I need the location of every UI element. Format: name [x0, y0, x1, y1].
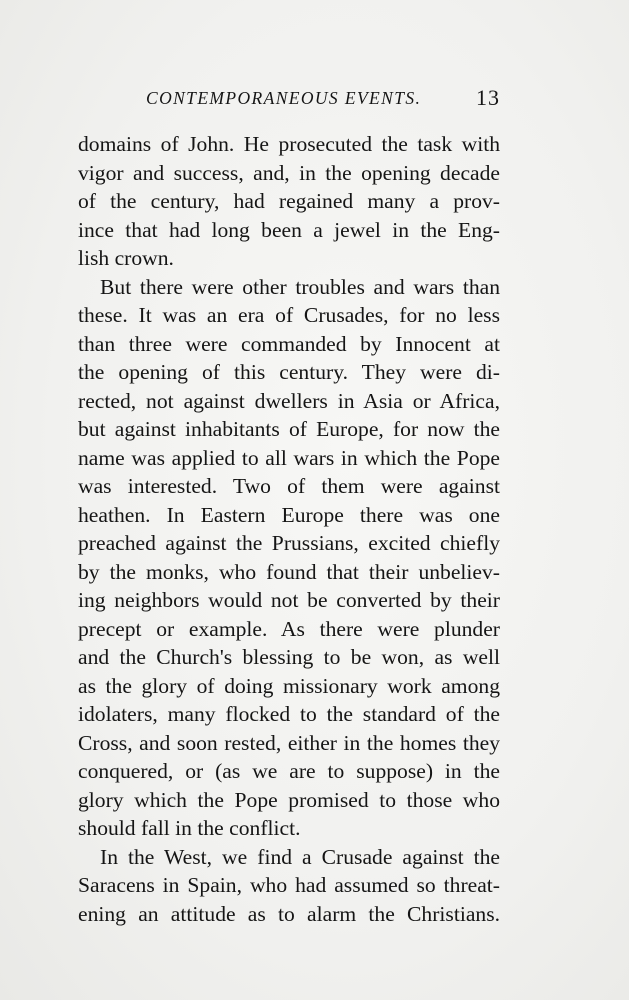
- text-line: heathen. In Eastern Europe there was one: [78, 502, 500, 527]
- text-line: idolaters, many flocked to the standard of the: [78, 702, 500, 726]
- text-line: by the monks, who found that their unbeliev-: [78, 559, 500, 584]
- text-line: But there were other troubles and wars than: [100, 274, 500, 299]
- text-line: In the West, we find a Crusade against the: [100, 844, 500, 869]
- text-line: conquered, or (as we are to suppose) in the: [78, 759, 500, 783]
- text-line: the opening of this century. They were di-: [78, 360, 500, 384]
- body-text: [78, 130, 500, 928]
- text-line: lish crown.: [78, 246, 174, 270]
- text-line: was interested. Two of them were against: [78, 474, 500, 498]
- page-header: [78, 85, 500, 118]
- text-line: but against inhabitants of Europe, for now the: [78, 417, 500, 441]
- text-line: should fall in the conflict.: [78, 816, 301, 840]
- text-line: these. It was an era of Crusades, for no less: [78, 303, 500, 327]
- text-line: vigor and success, and, in the opening decade: [78, 160, 500, 185]
- text-line: Saracens in Spain, who had assumed so threat-: [78, 873, 500, 897]
- text-line: name was applied to all wars in which the Pope: [78, 445, 500, 470]
- text-line: and the Church's blessing to be won, as well: [78, 645, 500, 669]
- text-line: glory which the Pope promised to those who: [78, 787, 500, 812]
- text-line: ening an attitude as to alarm the Christians.: [78, 901, 500, 926]
- text-line: rected, not against dwellers in Asia or Africa,: [78, 388, 500, 413]
- running-head: CONTEMPORANEOUS EVENTS.: [146, 88, 422, 108]
- text-line: ing neighbors would not be converted by their: [78, 588, 500, 612]
- text-line: of the century, had regained many a prov-: [78, 189, 500, 213]
- text-line: ince that had long been a jewel in the Eng-: [78, 217, 500, 242]
- page-number: 13: [476, 85, 500, 110]
- text-line: Cross, and soon rested, either in the homes they: [78, 730, 500, 755]
- text-line: than three were commanded by Innocent at: [78, 331, 500, 356]
- text-line: preached against the Prussians, excited chiefly: [78, 531, 500, 555]
- text-line: precept or example. As there were plunder: [78, 616, 500, 641]
- text-line: domains of John. He prosecuted the task with: [78, 132, 500, 156]
- text-line: as the glory of doing missionary work among: [78, 673, 500, 698]
